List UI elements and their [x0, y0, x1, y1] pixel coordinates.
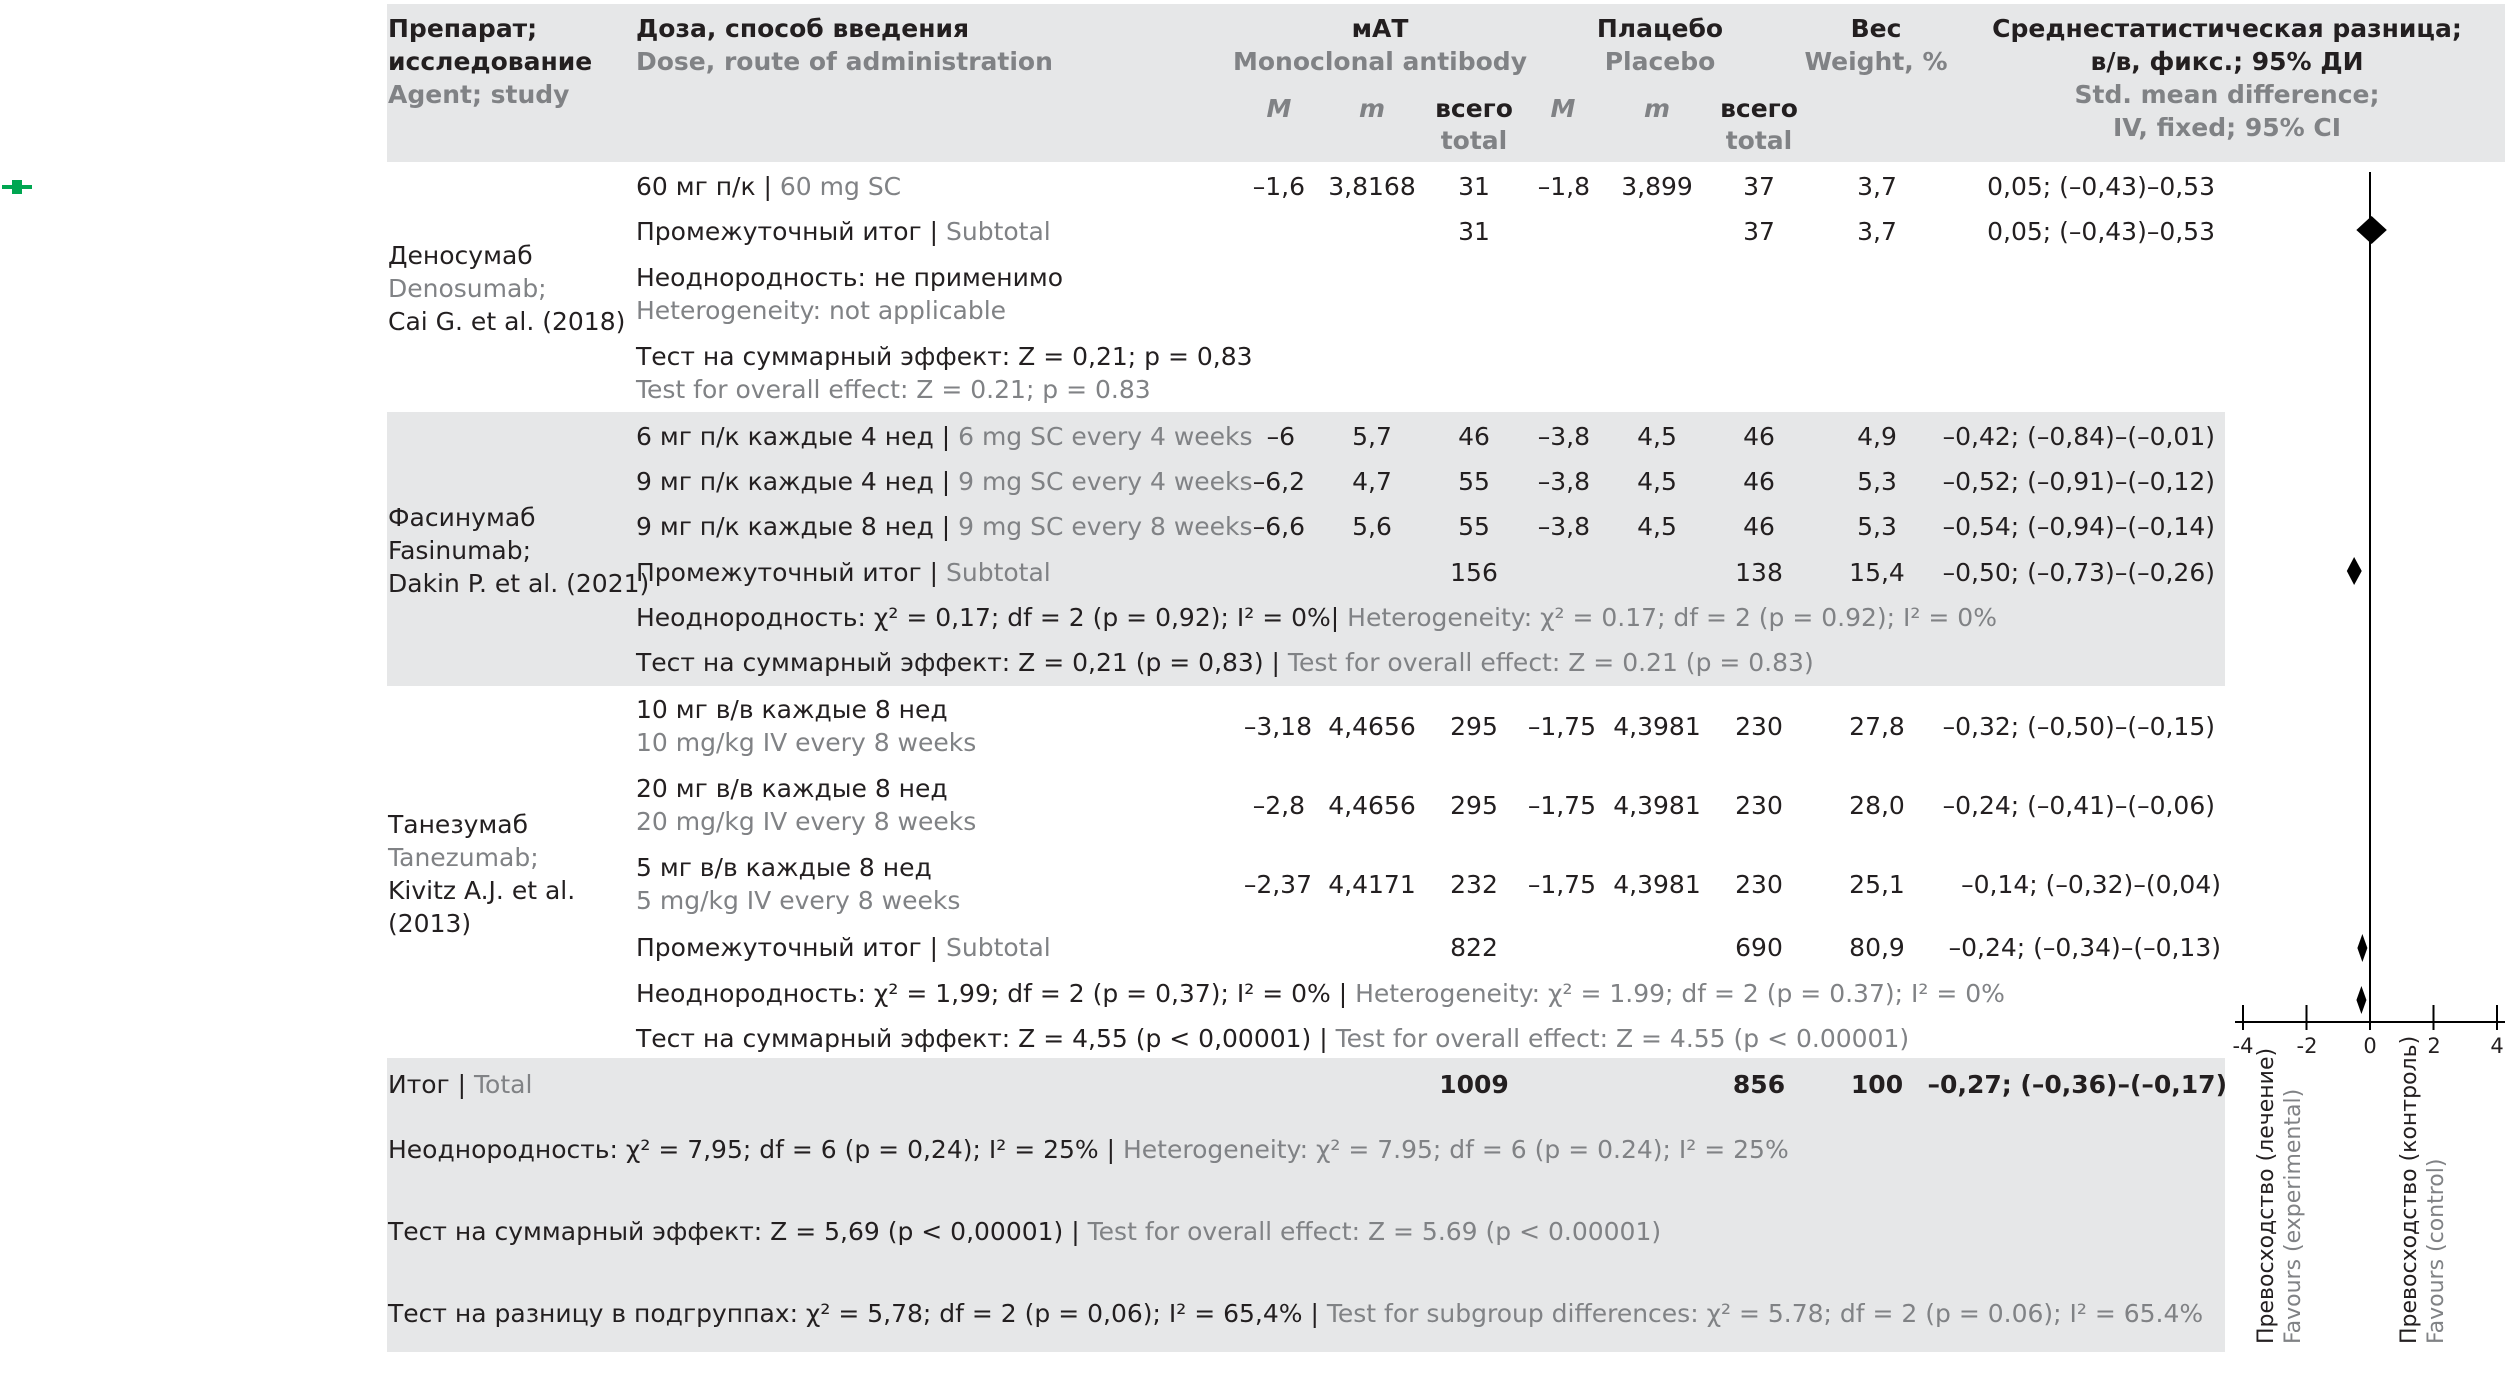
header-M-mab: M	[1266, 94, 1292, 123]
total-overall-test: Тест на суммарный эффект: Z = 5,69 (p < 0,00001) | Test for overall effect: Z = 5.69 (p < 0.00001)	[388, 1217, 1662, 1246]
header-mab-ru: мАТ	[1351, 14, 1409, 43]
cell-m1: 4,4171	[1328, 870, 1416, 899]
favours-experimental-ru: Превосходство (лечение)	[2254, 1047, 2279, 1344]
cell-m2: 4,5	[1637, 512, 1677, 541]
cell-t1: 55	[1458, 467, 1490, 496]
tanezumab-name-ru: Танезумаб	[388, 810, 529, 839]
axis-tick-label: 2	[2427, 1034, 2441, 1058]
cell-weight: 5,3	[1857, 467, 1897, 496]
header-weight-ru: Вес	[1850, 14, 1902, 43]
fasinumab-study: Dakin P. et al. (2021)	[388, 569, 650, 598]
cell-t1: 295	[1450, 712, 1498, 741]
fasinumab-row-1-dose: 6 мг п/к каждые 4 нед | 6 mg SC every 4 weeks	[636, 422, 1253, 451]
tanezumab-study-1: Kivitz A.J. et al.	[388, 876, 576, 905]
header-m-mab: m	[1358, 94, 1386, 123]
cell-M1: –6,2	[1252, 467, 1305, 496]
header-agent-ru: Препарат;	[388, 14, 538, 43]
cell-m2: 4,3981	[1613, 791, 1701, 820]
header-total-en-mab: total	[1440, 126, 1508, 155]
header-total-ru-mab: всего	[1435, 94, 1513, 123]
header-smd-en-1: Std. mean difference;	[2074, 80, 2380, 109]
cell-ci: –0,32; (–0,50)–(–0,15)	[1942, 712, 2215, 741]
denosumab-het-en: Heterogeneity: not applicable	[636, 296, 1007, 325]
cell-m1: 4,4656	[1328, 712, 1416, 741]
cell-m2: 4,5	[1637, 422, 1677, 451]
cell-t1: 31	[1458, 172, 1490, 201]
cell-t2: 37	[1743, 217, 1775, 246]
cell-ci: –0,50; (–0,73)–(–0,26)	[1942, 558, 2215, 587]
cell-t2: 230	[1735, 870, 1783, 899]
cell-m2: 3,899	[1621, 172, 1693, 201]
favours-experimental-en: Favours (experimental)	[2281, 1088, 2306, 1344]
header-total-ru-placebo: всего	[1720, 94, 1798, 123]
cell-m1: 3,8168	[1328, 172, 1416, 201]
axis-tick-label: 0	[2363, 1034, 2377, 1058]
tanezumab-overall-test: Тест на суммарный эффект: Z = 4,55 (p < 0,00001) | Test for overall effect: Z = 4.55 (p < 0.00001)	[636, 1024, 1910, 1053]
cell-ci: –0,14; (–0,32)–(0,04)	[1961, 870, 2221, 899]
tanezumab-name-en: Tanezumab;	[388, 843, 539, 872]
cell-t1: 156	[1450, 558, 1498, 587]
tanezumab-row-2-dose-en: 20 mg/kg IV every 8 weeks	[636, 807, 977, 836]
fasinumab-row-3-dose: 9 мг п/к каждые 8 нед | 9 mg SC every 8 weeks	[636, 512, 1253, 541]
cell-ci: –0,24; (–0,34)–(–0,13)	[1948, 933, 2221, 962]
tanezumab-row-1-dose-en: 10 mg/kg IV every 8 weeks	[636, 728, 977, 757]
cell-ci: –0,52; (–0,91)–(–0,12)	[1942, 467, 2215, 496]
cell-weight: 27,8	[1849, 712, 1905, 741]
cell-M2: –3,8	[1537, 422, 1590, 451]
header-mab-en: Monoclonal antibody	[1233, 47, 1527, 76]
total-label: Итог | Total	[388, 1070, 533, 1099]
tanezumab-subtotal-label: Промежуточный итог | Subtotal	[636, 933, 1051, 962]
cell-t2: 690	[1735, 933, 1783, 962]
cell-weight: 28,0	[1849, 791, 1905, 820]
header-agent-ru-2: исследование	[388, 47, 593, 76]
cell-M1: –2,37	[1243, 870, 1312, 899]
cell-weight: 3,7	[1857, 217, 1897, 246]
diamond-overall	[2356, 986, 2366, 1014]
header-dose-en: Dose, route of administration	[636, 47, 1053, 76]
header-M-placebo: M	[1550, 94, 1576, 123]
cell-t2: 856	[1732, 1070, 1786, 1099]
cell-t2: 138	[1735, 558, 1783, 587]
cell-m1: 5,6	[1352, 512, 1392, 541]
cell-M2: –3,8	[1537, 512, 1590, 541]
fasinumab-overall-test: Тест на суммарный эффект: Z = 0,21 (p = 0,83) | Test for overall effect: Z = 0.21 (p = 0.83)	[636, 648, 1814, 677]
cell-m2: 4,3981	[1613, 870, 1701, 899]
header-weight-en: Weight, %	[1804, 47, 1948, 76]
cell-weight: 5,3	[1857, 512, 1897, 541]
cell-m1: 4,4656	[1328, 791, 1416, 820]
diamond-denosumab-subtotal	[2356, 216, 2386, 244]
cell-ci: –0,54; (–0,94)–(–0,14)	[1942, 512, 2215, 541]
header-smd-ru-1: Среднестатистическая разница;	[1992, 14, 2462, 43]
fasinumab-row-2-dose: 9 мг п/к каждые 4 нед | 9 mg SC every 4 weeks	[636, 467, 1253, 496]
header-smd-ru-2: в/в, фикс.; 95% ДИ	[2090, 47, 2364, 76]
header-smd-en-2: IV, fixed; 95% CI	[2112, 113, 2342, 142]
header-placebo-ru: Плацебо	[1596, 14, 1724, 43]
cell-t2: 230	[1735, 712, 1783, 741]
favours-control-ru: Превосходство (контроль)	[2397, 1035, 2422, 1344]
denosumab-test-ru: Тест на суммарный эффект: Z = 0,21; p = 0,83	[636, 342, 1253, 371]
cell-M2: –1,75	[1527, 712, 1596, 741]
tanezumab-row-2-dose-ru: 20 мг в/в каждые 8 нед	[636, 774, 948, 803]
cell-M1: –6	[1266, 422, 1295, 451]
cell-t1: 31	[1458, 217, 1490, 246]
cell-M2: –1,75	[1527, 870, 1596, 899]
denosumab-name-en: Denosumab;	[388, 274, 547, 303]
cell-t2: 46	[1743, 467, 1775, 496]
cell-M1: –1,6	[1252, 172, 1305, 201]
cell-M2: –1,8	[1537, 172, 1590, 201]
cell-t1: 1009	[1439, 1070, 1509, 1099]
cell-m1: 5,7	[1352, 422, 1392, 451]
header-dose-ru: Доза, способ введения	[636, 14, 970, 43]
tanezumab-row-3-dose-en: 5 mg/kg IV every 8 weeks	[636, 886, 961, 915]
fasinumab-heterogeneity: Неоднородность: χ² = 0,17; df = 2 (p = 0,92); I² = 0%| Heterogeneity: χ² = 0.17; df = 2 (p = 0.92); I² = 0%	[636, 603, 1997, 632]
cell-t1: 295	[1450, 791, 1498, 820]
cell-t1: 822	[1450, 933, 1498, 962]
header-m-placebo: m	[1643, 94, 1671, 123]
cell-m2: 4,5	[1637, 467, 1677, 496]
cell-t1: 55	[1458, 512, 1490, 541]
cell-ci: 0,05; (–0,43)–0,53	[1987, 217, 2215, 246]
cell-m2: 4,3981	[1613, 712, 1701, 741]
cell-ci: –0,42; (–0,84)–(–0,01)	[1942, 422, 2215, 451]
denosumab-row-dose: 60 мг п/к | 60 mg SC	[636, 172, 902, 201]
diamond-fasinumab-subtotal	[2347, 557, 2362, 585]
favours-control-en: Favours (control)	[2424, 1158, 2449, 1344]
tanezumab-row-3-dose-ru: 5 мг в/в каждые 8 нед	[636, 853, 932, 882]
cell-t1: 46	[1458, 422, 1490, 451]
cell-M2: –3,8	[1537, 467, 1590, 496]
cell-M1: –6,6	[1252, 512, 1305, 541]
cell-M2: –1,75	[1527, 791, 1596, 820]
cell-M1: –2,8	[1252, 791, 1305, 820]
cell-ci: 0,05; (–0,43)–0,53	[1987, 172, 2215, 201]
total-heterogeneity: Неоднородность: χ² = 7,95; df = 6 (p = 0,24); I² = 25% | Heterogeneity: χ² = 7.95; df = 6 (p = 0.24); I² = 25%	[388, 1135, 1789, 1164]
fasinumab-subtotal-label: Промежуточный итог | Subtotal	[636, 558, 1051, 587]
axis-tick-label: -4	[2232, 1034, 2254, 1058]
cell-t2: 230	[1735, 791, 1783, 820]
fasinumab-name-en: Fasinumab;	[388, 536, 532, 565]
cell-weight: 25,1	[1849, 870, 1905, 899]
diamond-tanezumab-subtotal	[2357, 934, 2367, 962]
denosumab-het-ru: Неоднородность: не применимо	[636, 263, 1064, 292]
subgroup-differences-test: Тест на разницу в подгруппах: χ² = 5,78; df = 2 (p = 0,06); I² = 65,4% | Test for subgroup differences: χ² = 5.78; df = 2 (p = 0.06); I² = 65.4%	[388, 1299, 2204, 1328]
cell-ci: –0,24; (–0,41)–(–0,06)	[1942, 791, 2215, 820]
cell-M1: –3,18	[1243, 712, 1312, 741]
cell-weight: 3,7	[1857, 172, 1897, 201]
denosumab-study: Cai G. et al. (2018)	[388, 307, 626, 336]
denosumab-test-en: Test for overall effect: Z = 0.21; p = 0.83	[636, 375, 1151, 404]
cell-t2: 46	[1743, 422, 1775, 451]
cell-weight: 15,4	[1849, 558, 1905, 587]
denosumab-subtotal-label: Промежуточный итог | Subtotal	[636, 217, 1051, 246]
tanezumab-heterogeneity: Неоднородность: χ² = 1,99; df = 2 (p = 0,37); I² = 0% | Heterogeneity: χ² = 1.99; df = 2 (p = 0.37); I² = 0%	[636, 979, 2005, 1008]
header-total-en-placebo: total	[1725, 126, 1793, 155]
cell-weight: 4,9	[1857, 422, 1897, 451]
cell-ci: –0,27; (–0,36)–(–0,17)	[1927, 1070, 2227, 1099]
fasinumab-name-ru: Фасинумаб	[388, 503, 536, 532]
header-placebo-en: Placebo	[1604, 47, 1716, 76]
tanezumab-study-2: (2013)	[388, 909, 472, 938]
cell-t2: 46	[1743, 512, 1775, 541]
cell-weight: 80,9	[1849, 933, 1905, 962]
cell-t2: 37	[1743, 172, 1775, 201]
denosumab-name-ru: Деносумаб	[388, 241, 533, 270]
axis-tick-label: 4	[2490, 1034, 2504, 1058]
cell-weight: 100	[1850, 1070, 1904, 1099]
tanezumab-row-1-dose-ru: 10 мг в/в каждые 8 нед	[636, 695, 948, 724]
axis-tick-label: -2	[2296, 1034, 2318, 1058]
cell-t1: 232	[1450, 870, 1498, 899]
header-agent-en: Agent; study	[388, 80, 570, 109]
cell-m1: 4,7	[1352, 467, 1392, 496]
